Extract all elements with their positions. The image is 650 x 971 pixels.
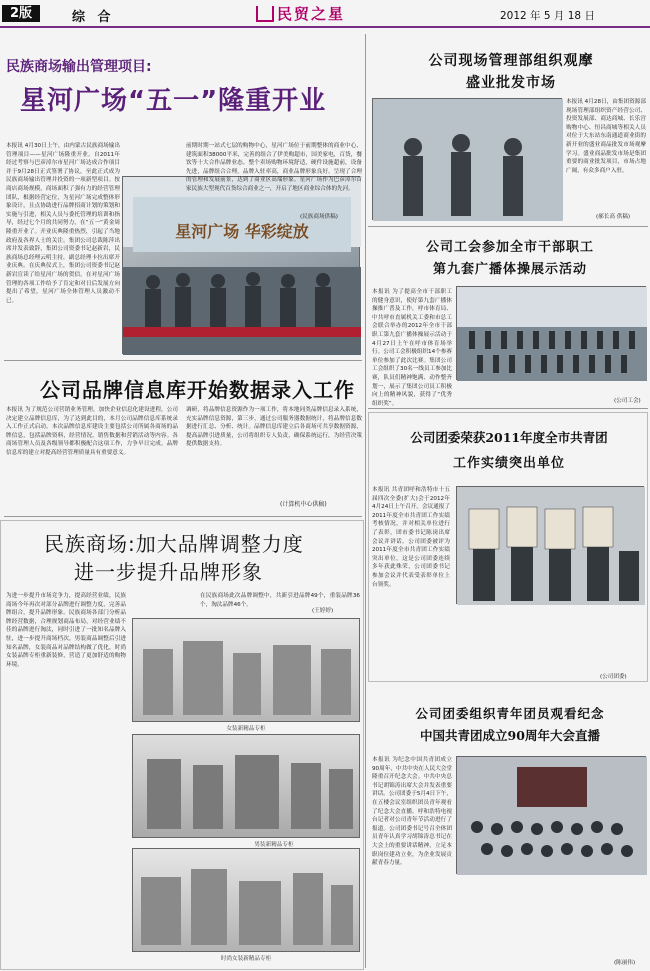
right4-headline-2: 中国共青团成立90周年大会直播 <box>420 728 600 743</box>
article3-headline-2: 进一步提升品牌形象 <box>74 560 263 584</box>
right2-body: 本报讯 为了提高全市干部职工的健身意识，使好第九套广播体操推广普及工作，呼市体育局、中共呼市直属机关工委和市总工会联合举办的2012年全市干部职工第九套广播体操展示活动于4月27日上午在呼市体育场举行。公司工会积极组织14个参赛单位参加了此次比赛。集团公司工会组织了30名一线员工参加比赛，队员们精神饱满、动作整齐划一，展示了集团公司员工积极向上的精神风貌，获得了“优秀组织奖”。 <box>372 289 452 407</box>
article2-body-col2: 调研，将品牌信息资源作为一项工作，将本地同类品牌信息录入系统，充实品牌信息资源，第三步，通过公司服务器数据统计，将品牌信息数据进行汇总、分析、统计。品牌信息库建立后各商场可共享数据资源，提高品牌引进质量，公司将组织专人负责，确保系统运行，为经营决策提供数据支持。 <box>186 407 362 448</box>
fashion-photo <box>132 848 360 952</box>
right4-byline: (陈丽伟) <box>614 960 636 966</box>
opening-ceremony-image <box>123 177 361 355</box>
womens-wear-caption: 女装新精品专柜 <box>226 726 266 732</box>
right3-body: 本报讯 共青团呼和浩特市十五届四次全委(扩大)会于2012年4月24日上午召开。会议通报了2011年度全市共青团工作实绩考核情况，并对相关单位进行了表彰，团市委书记陈岗出席会议并讲话。公司团委被评为2011年度全市共青团工作实绩突出单位，这是公司团委连续多年获此殊荣，公司团委书记参加会议并代表受表彰单位上台领奖。 <box>372 487 450 588</box>
womens-wear-photo <box>132 618 360 722</box>
article2-headline: 公司品牌信息库开始数据录入工作 <box>40 378 355 402</box>
right4-headline-1: 公司团委组织青年团员观看纪念 <box>415 706 605 721</box>
page-number: 2版 <box>2 5 40 22</box>
live-broadcast-viewing-image <box>457 757 647 875</box>
right4-photo <box>456 756 646 874</box>
masthead-logo-icon <box>256 6 274 22</box>
divider-r1 <box>368 226 648 227</box>
gymnastics-image <box>457 287 647 381</box>
article3-byline: (王婷婷) <box>312 608 334 614</box>
award-ceremony-image <box>457 487 645 605</box>
divider-r2 <box>368 408 648 409</box>
mens-wear-caption: 男装新精品专柜 <box>254 842 294 848</box>
article3-headline-1: 民族商场:加大品牌调整力度 <box>44 532 304 556</box>
right1-body: 本报讯 4月28日，由集团资源部现场管理部组织资产经营公司、投资发展部、商达商城、长乐宫购物中心、恒昌商城等相关人员对位于大东站东南通道商业街的新开业的盛业商品批发市场观摩学习。盛业商品批发市场是集团重要的商业批发项目，市场占地广阔，有众多商户入驻。 <box>566 99 646 174</box>
divider-1 <box>4 360 362 361</box>
issue-date: 2012 年 5 月 18 日 <box>500 10 595 22</box>
mens-wear-photo <box>132 734 360 838</box>
womens-wear-image <box>133 619 361 723</box>
right1-headline-2: 盛业批发市场 <box>466 75 556 91</box>
right1-photo <box>372 98 562 220</box>
fashion-caption: 时尚女装新精品专柜 <box>220 956 272 962</box>
article1-body-col1: 本报讯 4月30日上午，由内蒙古民族商场输出管理项目——星河广场隆重开业。自2011年经过考察与巴彦淖尔市星河广场达成合作项目并于9月28日正式签署了协议，至此正式成为民族商场输出管理并投资的一项新型项目。按商店商场规模，商场面积了强有力的经营管理团队，根据经营定位，为星河广场完成整体形象设计，且点协助进行品牌招商计划的策划和实施与引进，相关人员与委托管理的培训和指导，经过七个月的共同努力，在“五一”黄金周隆重开业了。开业庆典隆重热烈，引起了当地政府及各界人士的关注。集团公司总裁陈萍出席并发表致辞，集团公司资委书记赵新岩，民族商场总经理云明主持，副总经理卡拉出席开业庆典。在庆典仪式上，集团公司资委书记赵新岩宣读了给星河广场的贺信，在对星河广场管理的各项工作给予了肯定和对日后发展方向提出了希望，星河广场全体管理人员激动不已。 <box>6 143 120 304</box>
right2-photo <box>456 286 646 380</box>
right1-headline-1: 公司现场管理部组织观摩 <box>428 53 594 69</box>
article1-kicker: 民族商场输出管理项目: <box>6 59 152 75</box>
right2-byline: (公司工会) <box>614 398 641 404</box>
right1-byline: (郝长高 供稿) <box>596 214 631 220</box>
right3-photo <box>456 486 644 604</box>
masthead <box>256 3 345 24</box>
photo-banner-text: 星河广场 华彩绽放 <box>175 222 309 241</box>
fashion-image <box>133 849 361 953</box>
mens-wear-image <box>133 735 361 839</box>
right3-headline-2: 工作实绩突出单位 <box>452 456 565 471</box>
article3-body-col2: 在民族商场此次品牌调整中，共新引进品牌49个，重装品牌36个，淘汰品牌46个。 <box>200 593 360 608</box>
article1-body-col2: 前期时期一站式七层的购物中心，星河广场位于前期整体的商业中心，建筑面积38000平米，完善的组合了伊美购超市，国美家电，百货，餐饮等十大合作品牌业态。整个卖场购物环境舒适，硬件设施超前，设备先进，品牌组合合理，品牌入驻率高，商业品牌形象良好。呈现了合理的管理和发展前景，达到了商业区高端形象。星河广场作为巴彦淖尔首家民族大型现代百货综合商业之一，开启了地区商业综合体的先河。 <box>186 143 362 192</box>
article1-photo <box>122 176 360 354</box>
article3-body-col1: 为进一步提升市场竞争力，提高经营业绩，民族商场今年再次对部分品牌进行调整力度，完善品牌组合，提升品牌形象。民族商场各部门分析品牌经营数据，合理规划商品布局，对经营业绩不佳的品牌进行淘汰，同时引进了一批知名品牌入驻，进一步提升商场档次。男装商品调整后引进知名品牌，女装商品对品牌结构做了优化，时尚女装品牌专柜重新装修，营造了更加舒适的购物环境。 <box>6 593 126 668</box>
column-divider <box>365 34 366 968</box>
right4-body: 本报讯 为纪念中国共青团成立90周年，中共中央在人民大会堂隆重召开纪念大会。中共中央总书记胡锦涛出席大会并发表重要讲话。公司团委于5月4日下午，在五楼会议室组织团员青年观看了纪念大会直播。呼和浩特电视台记者对公司青年节活动进行了报道。公司团委书记号召全体团员青年认真学习胡锦涛总书记在大会上的重要讲话精神，立足本职岗位建功立业，为企业发展贡献青春力量。 <box>372 757 452 867</box>
article1-headline: 星河广场“五一”隆重开业 <box>20 86 327 116</box>
article2-byline: (计算机中心供稿) <box>280 501 327 508</box>
right3-headline-1: 公司团委荣获2011年度全市共青团 <box>410 430 608 445</box>
right3-byline: (公司团委) <box>600 674 627 680</box>
right2-headline-2: 第九套广播体操展示活动 <box>432 262 587 277</box>
section-label: 综 合 <box>72 10 115 25</box>
market-visit-image <box>373 99 563 221</box>
article1-byline: (民族商场供稿) <box>300 214 338 220</box>
article2-body-col1: 本报讯 为了规范公司营销业务管理，加快企业信息化建设进程，公司决定建立品牌信息库，为了达到此目的，本月公司品牌信息库系统录入工作正式启动。本次品牌信息库建设主要包括公司所属各商场的品牌信息，包括品牌资料，经营情况，销售数据和营销活动等内容。各商场管理人员及各级领导都积极配合这项工作，力争早日完成。品牌信息库的建立对提高经营管理质量具有重要意义。 <box>6 407 178 456</box>
masthead-title: 民贸之星 <box>277 5 346 23</box>
divider-2 <box>4 516 362 517</box>
right2-headline-1: 公司工会参加全市干部职工 <box>425 240 594 255</box>
